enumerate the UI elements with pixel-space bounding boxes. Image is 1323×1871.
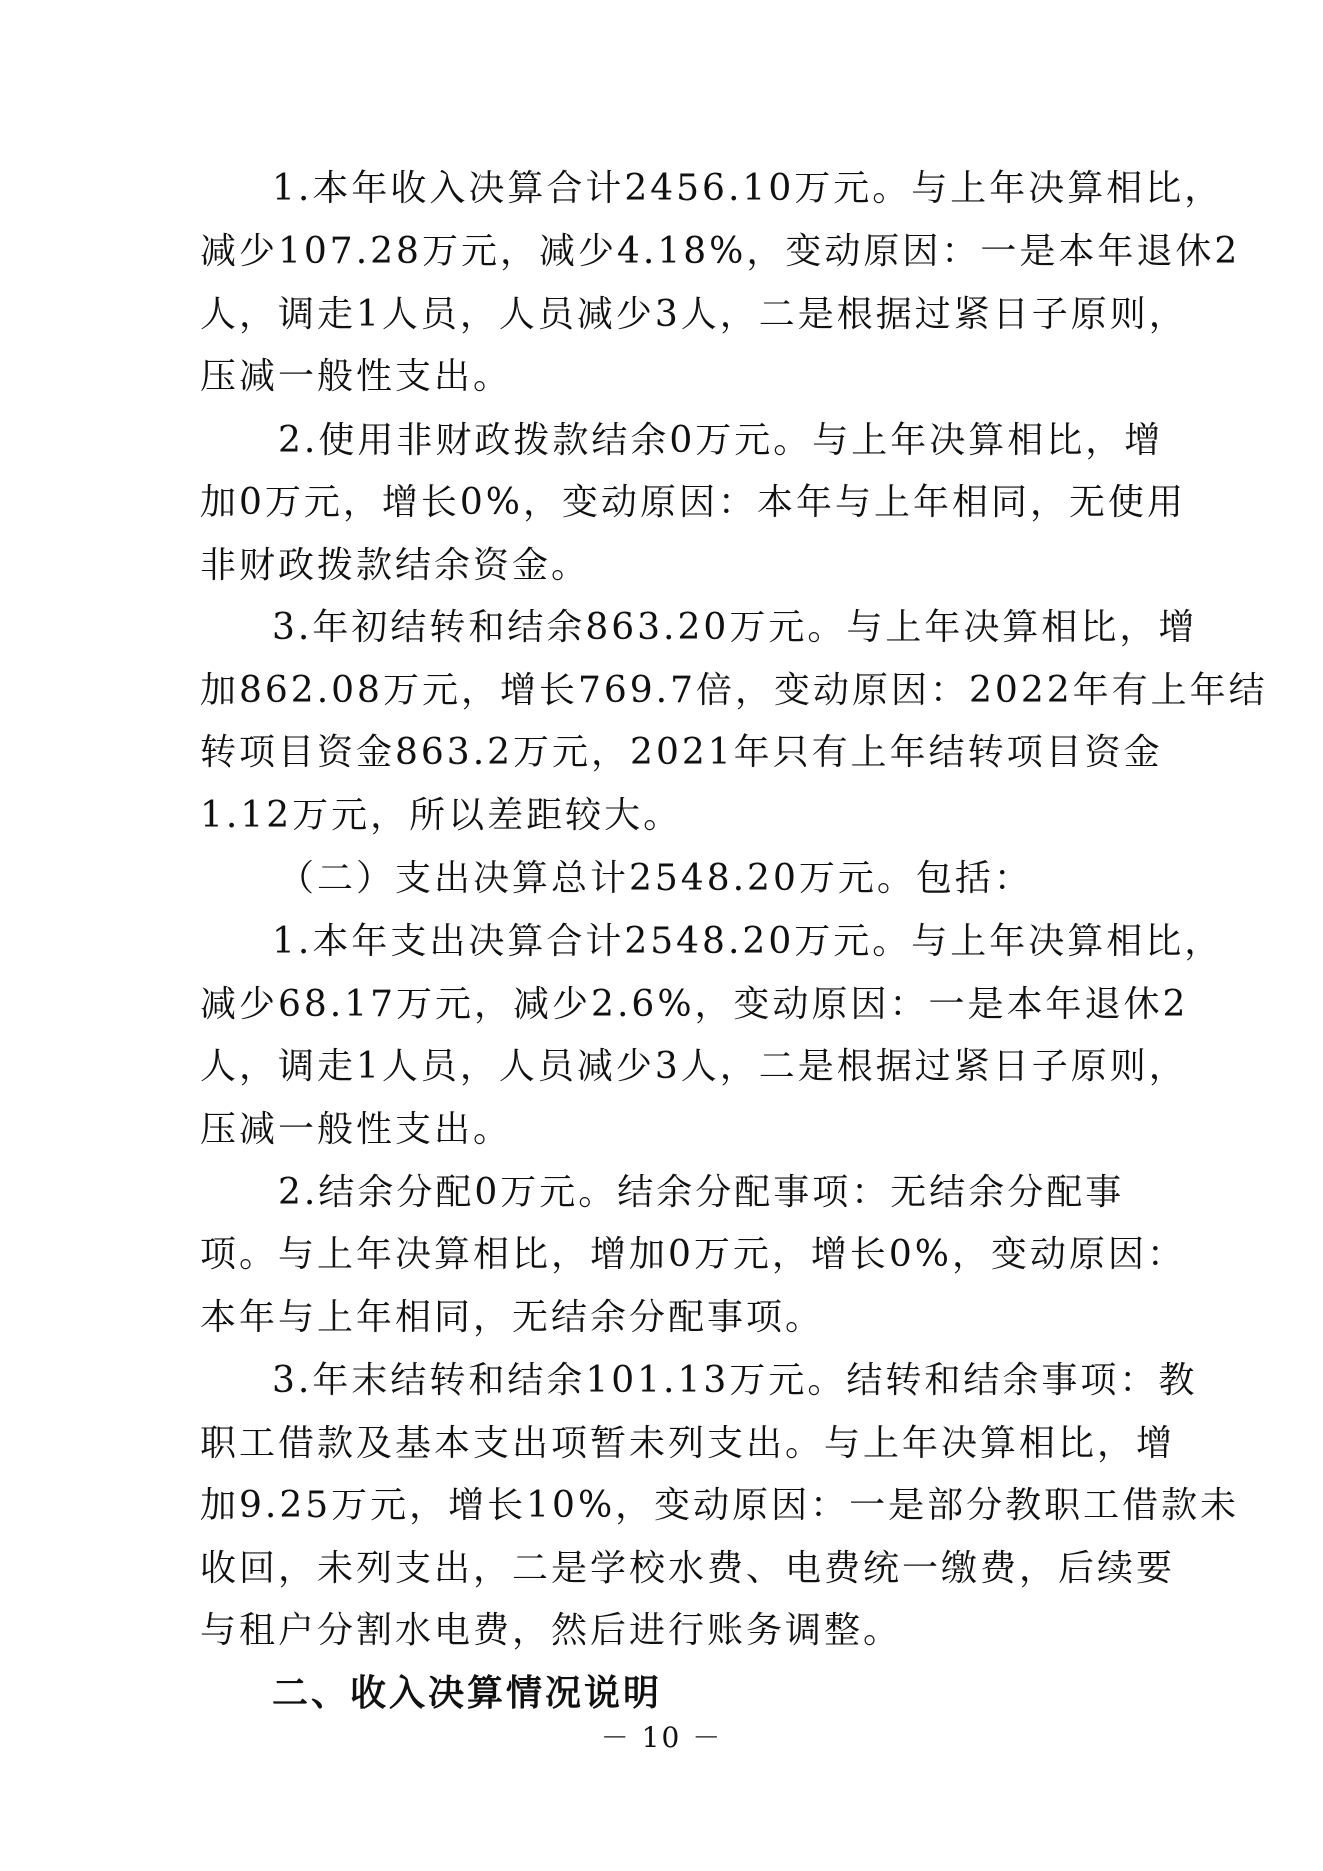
paragraph-line: 人，调走1人员，人员减少3人，二是根据过紧日子原则， [200,1046,1188,1087]
paragraph-line: 减少107.28万元，减少4.18%，变动原因：一是本年退休2 [200,231,1241,272]
paragraph-line: 3.年末结转和结余101.13万元。结转和结余事项：教 [272,1360,1198,1401]
paragraph-line: 减少68.17万元，减少2.6%，变动原因：一是本年退休2 [200,984,1189,1025]
paragraph-line: 收回，未列支出，二是学校水费、电费统一缴费，后续要 [200,1548,1176,1589]
paragraph-line: 3.年初结转和结余863.20万元。与上年决算相比，增 [272,607,1198,648]
section-heading-income: 二、收入决算情况说明 [272,1673,663,1714]
paragraph-line: 人，调走1人员，人员减少3人，二是根据过紧日子原则， [200,294,1188,335]
paragraph-line: 压减一般性支出。 [200,1109,513,1150]
paragraph-line: 加0万元，增长0%，变动原因：本年与上年相同，无使用 [200,482,1187,523]
paragraph-line: 压减一般性支出。 [200,356,513,397]
paragraph-line: 2.结余分配0万元。结余分配事项：无结余分配事 [278,1172,1125,1213]
paragraph-line: 加9.25万元，增长10%，变动原因：一是部分教职工借款未 [200,1485,1240,1526]
section-heading-expense: （二）支出决算总计2548.20万元。包括： [278,858,1033,899]
paragraph-line: 2.使用非财政拨款结余0万元。与上年决算相比，增 [278,420,1164,461]
paragraph-line: 职工借款及基本支出项暂未列支出。与上年决算相比，增 [200,1423,1176,1464]
paragraph-line: 1.本年支出决算合计2548.20万元。与上年决算相比， [272,921,1224,962]
paragraph-line: 加862.08万元，增长769.7倍，变动原因：2022年有上年结 [200,670,1268,711]
paragraph-line: 1.本年收入决算合计2456.10万元。与上年决算相比， [272,168,1224,209]
page-number: － 10 － [600,1721,723,1754]
paragraph-line: 转项目资金863.2万元，2021年只有上年结转项目资金 [200,732,1163,773]
paragraph-line: 1.12万元，所以差距较大。 [200,795,683,836]
paragraph-line: 本年与上年相同，无结余分配事项。 [200,1297,825,1338]
paragraph-line: 非财政拨款结余资金。 [200,545,591,586]
paragraph-line: 与租户分割水电费，然后进行账务调整。 [200,1610,903,1651]
paragraph-line: 项。与上年决算相比，增加0万元，增长0%，变动原因： [200,1234,1187,1275]
